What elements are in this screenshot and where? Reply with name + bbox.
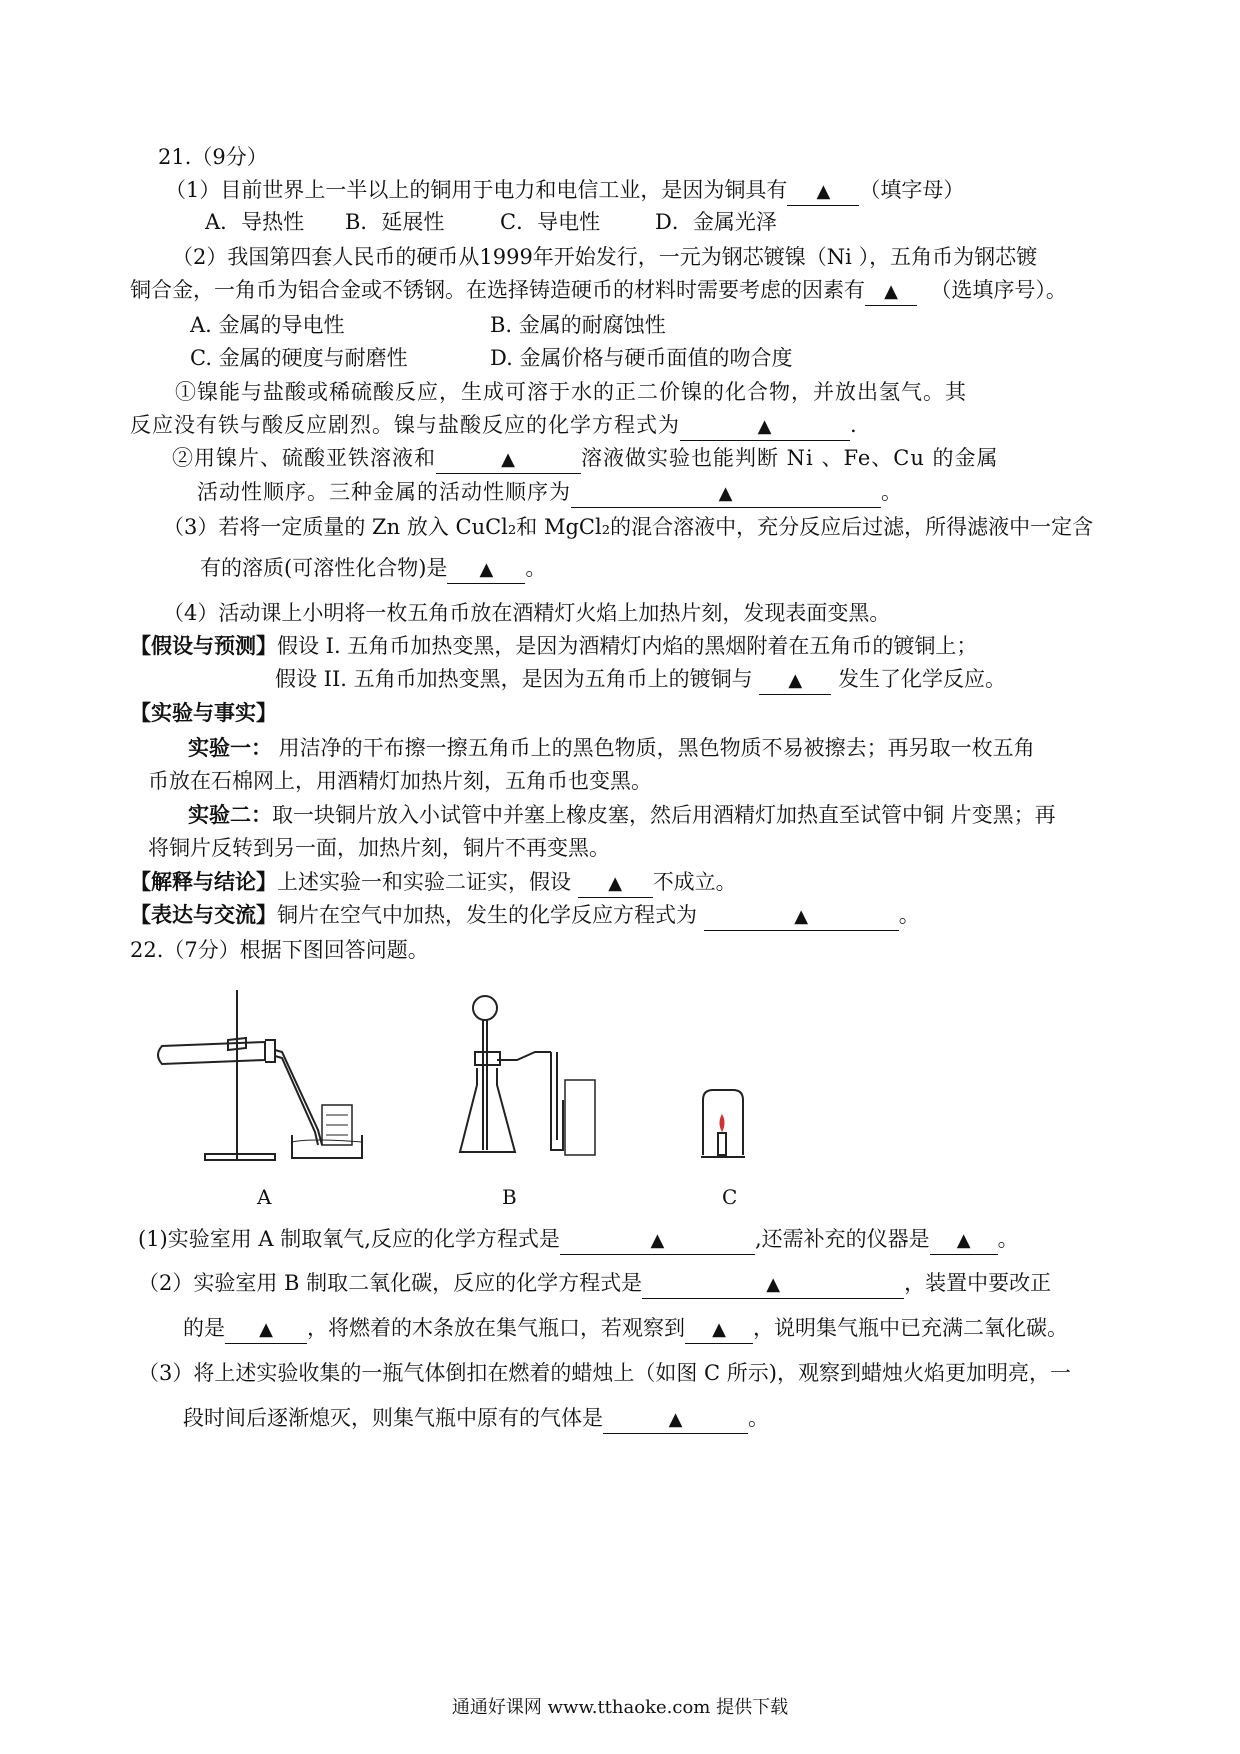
q21-p1-option-b: B．延展性 — [345, 210, 445, 234]
figure-b-label: B — [502, 1185, 517, 1209]
q21-p1-option-d: D．金属光泽 — [655, 210, 777, 234]
q22-part1-text: (1)实验室用 A 制取氧气,反应的化学方程式是 — [138, 1227, 560, 1251]
figure-a-apparatus — [150, 980, 380, 1170]
q22-part1 — [138, 1224, 1019, 1255]
q21-experiment-2-line2: 将铜片反转到另一面，加热片刻，铜片不再变黑。 — [148, 836, 610, 860]
q21-sub2-line2 — [197, 477, 903, 508]
experiment-2-text: 取一块铜片放入小试管中并塞上橡皮塞，然后用酒精灯加热直至试管中铜 片变黑；再 — [272, 803, 1056, 827]
answer-blank[interactable] — [560, 1226, 755, 1255]
q22-part2-line1 — [138, 1268, 1051, 1299]
q21-expression — [130, 900, 920, 931]
q22-part2-line2-after: ，说明集气瓶中已充满二氧化碳。 — [753, 1316, 1068, 1340]
answer-blank[interactable] — [571, 479, 881, 508]
q21-conclusion — [130, 867, 737, 898]
answer-blank[interactable] — [759, 666, 831, 695]
figure-c-apparatus — [698, 1085, 748, 1165]
answer-blank[interactable] — [930, 1226, 998, 1255]
answer-blank[interactable] — [787, 177, 859, 206]
q22-part2-after: ，装置中要改正 — [904, 1271, 1052, 1295]
q21-sub2-line1 — [172, 443, 999, 474]
answer-blank[interactable] — [685, 1315, 753, 1344]
q21-sub1-line2-text: 反应没有铁与酸反应剧烈。镍与盐酸反应的化学方程式为 — [130, 413, 680, 437]
triangle-marker: ▲ — [608, 873, 623, 894]
figure-c-label: C — [722, 1185, 738, 1209]
hypothesis-2-text: 假设 II. 五角币加热变黑，是因为五角币上的镀铜与 — [275, 667, 753, 691]
q21-title: 21.（9分） — [158, 145, 268, 169]
q21-sub2-line2-text: 活动性顺序。三种金属的活动性顺序为 — [197, 480, 571, 504]
answer-blank[interactable] — [680, 412, 850, 441]
q22-part3-line2 — [183, 1403, 769, 1434]
q21-part1 — [165, 175, 964, 206]
q21-part3-line2 — [200, 553, 546, 584]
triangle-marker: ▲ — [650, 1230, 665, 1251]
q22-part2-line2-mid: ，将燃着的木条放在集气瓶口，若观察到 — [307, 1316, 685, 1340]
expression-heading: 【表达与交流】 — [130, 902, 277, 927]
q22-part3-line1: （3）将上述实验收集的一瓶气体倒扣在燃着的蜡烛上（如图 C 所示)，观察到蜡烛火焰更加明亮，一 — [138, 1361, 1071, 1385]
q22-part3-line2-after: 。 — [748, 1406, 769, 1430]
answer-blank[interactable] — [225, 1315, 307, 1344]
q22-title: 22.（7分）根据下图回答问题。 — [130, 938, 429, 962]
q22-part2-line2 — [183, 1313, 1068, 1344]
q21-part1-text: （1）目前世界上一半以上的铜用于电力和电信工业，是因为铜具有 — [165, 178, 788, 202]
q22-part1-after: 。 — [997, 1227, 1019, 1251]
triangle-marker: ▲ — [757, 416, 773, 437]
q21-hypothesis-2 — [275, 664, 1006, 695]
q21-sub2-line1-after: 溶液做实验也能判断 Ni 、Fe、Cu 的金属 — [581, 446, 999, 470]
hypothesis-2-after: 发生了化学反应。 — [838, 667, 1006, 691]
answer-blank[interactable] — [603, 1405, 748, 1434]
experiment-1-text: 用洁净的干布擦一擦五角币上的黑色物质，黑色物质不易被擦去；再另取一枚五角 — [272, 736, 1035, 760]
q21-part2-line1: （2）我国第四套人民币的硬币从1999年开始发行，一元为钢芯镀镍（Ni ），五角币为钢芯镀 — [172, 245, 1038, 269]
triangle-marker: ▲ — [668, 1409, 683, 1430]
q21-sub2-line1-text: ②用镍片、硫酸亚铁溶液和 — [172, 446, 436, 470]
q21-sub1-line2 — [130, 410, 858, 441]
page-footer: 通通好课网 www.tthaoke.com 提供下载 — [451, 1697, 789, 1718]
triangle-marker: ▲ — [712, 1319, 726, 1340]
conclusion-text: 上述实验一和实验二证实，假设 — [277, 870, 571, 894]
triangle-marker: ▲ — [718, 483, 734, 504]
q21-part2-line2-text: 铜合金，一角币为铝合金或不锈钢。在选择铸造硬币的材料时需要考虑的因素有 — [130, 278, 865, 302]
experiment-1-label: 实验一： — [188, 735, 272, 760]
q21-p1-option-a: A．导热性 — [205, 210, 305, 234]
q21-part3-line2-text: 有的溶质(可溶性化合物)是 — [200, 556, 448, 580]
q21-sub1-line2-after: . — [850, 413, 858, 437]
answer-blank[interactable] — [704, 902, 899, 931]
q21-sub1-line1: ①镍能与盐酸或稀硫酸反应，生成可溶于水的正二价镍的化合物，并放出氢气。其 — [175, 380, 967, 404]
q21-p2-option-d: D. 金属价格与硬币面值的吻合度 — [490, 346, 793, 370]
triangle-marker: ▲ — [501, 449, 516, 470]
answer-blank[interactable] — [436, 445, 581, 474]
answer-blank[interactable] — [865, 277, 917, 306]
answer-blank[interactable] — [447, 555, 525, 584]
expression-text: 铜片在空气中加热，发生的化学反应方程式为 — [277, 903, 697, 927]
q21-p2-option-a: A. 金属的导电性 — [190, 313, 345, 337]
q21-p1-option-c: C．导电性 — [500, 210, 601, 234]
q21-experiment-1-line2: 币放在石棉网上，用酒精灯加热片刻，五角币也变黑。 — [148, 769, 652, 793]
q21-part2-line2 — [130, 275, 1067, 306]
triangle-marker: ▲ — [884, 281, 898, 302]
answer-blank[interactable] — [642, 1270, 904, 1299]
answer-blank[interactable] — [578, 869, 653, 898]
q21-p2-option-b: B. 金属的耐腐蚀性 — [490, 313, 666, 337]
q21-experiment-1-line1 — [188, 733, 1035, 763]
q21-part3-line1: （3）若将一定质量的 Zn 放入 CuCl₂和 MgCl₂的混合溶液中，充分反应后过滤，所得滤液中一定含 — [163, 515, 1094, 539]
triangle-marker: ▲ — [794, 906, 809, 927]
q21-hypothesis-1 — [130, 631, 977, 661]
q21-part3-line2-after: 。 — [525, 556, 547, 580]
hypothesis-1-text: 假设 I. 五角币加热变黑，是因为酒精灯内焰的黑烟附着在五角币的镀铜上； — [277, 634, 978, 658]
q21-p2-option-c: C. 金属的硬度与耐磨性 — [190, 346, 408, 370]
q22-part2-line2-text: 的是 — [183, 1316, 225, 1340]
conclusion-heading: 【解释与结论】 — [130, 869, 277, 894]
expression-after: 。 — [898, 903, 920, 927]
conclusion-after: 不成立。 — [652, 870, 737, 894]
q22-part2-text: （2）实验室用 B 制取二氧化碳，反应的化学方程式是 — [138, 1271, 643, 1295]
experiment-2-label: 实验二： — [188, 802, 272, 827]
q22-part3-line2-text: 段时间后逐渐熄灭，则集气瓶中原有的气体是 — [183, 1406, 603, 1430]
triangle-marker: ▲ — [956, 1230, 971, 1251]
q21-part1-after: （填字母） — [859, 178, 965, 202]
q21-sub2-line2-after: 。 — [881, 480, 903, 504]
figure-a-label: A — [257, 1185, 272, 1209]
q21-part4-intro: （4）活动课上小明将一枚五角币放在酒精灯火焰上加热片刻，发现表面变黑。 — [163, 601, 891, 625]
triangle-marker: ▲ — [788, 670, 803, 691]
q21-part2-line2-after: （选填序号）。 — [930, 278, 1067, 302]
hypothesis-heading: 【假设与预测】 — [130, 633, 277, 658]
triangle-marker: ▲ — [259, 1319, 273, 1340]
triangle-marker: ▲ — [479, 559, 494, 580]
q21-experiment-heading: 【实验与事实】 — [130, 700, 277, 725]
figure-b-apparatus — [455, 990, 615, 1165]
q22-part1-mid: ,还需补充的仪器是 — [754, 1227, 930, 1251]
triangle-marker: ▲ — [816, 181, 831, 202]
q21-experiment-2-line1 — [188, 800, 1056, 830]
triangle-marker: ▲ — [766, 1274, 781, 1295]
